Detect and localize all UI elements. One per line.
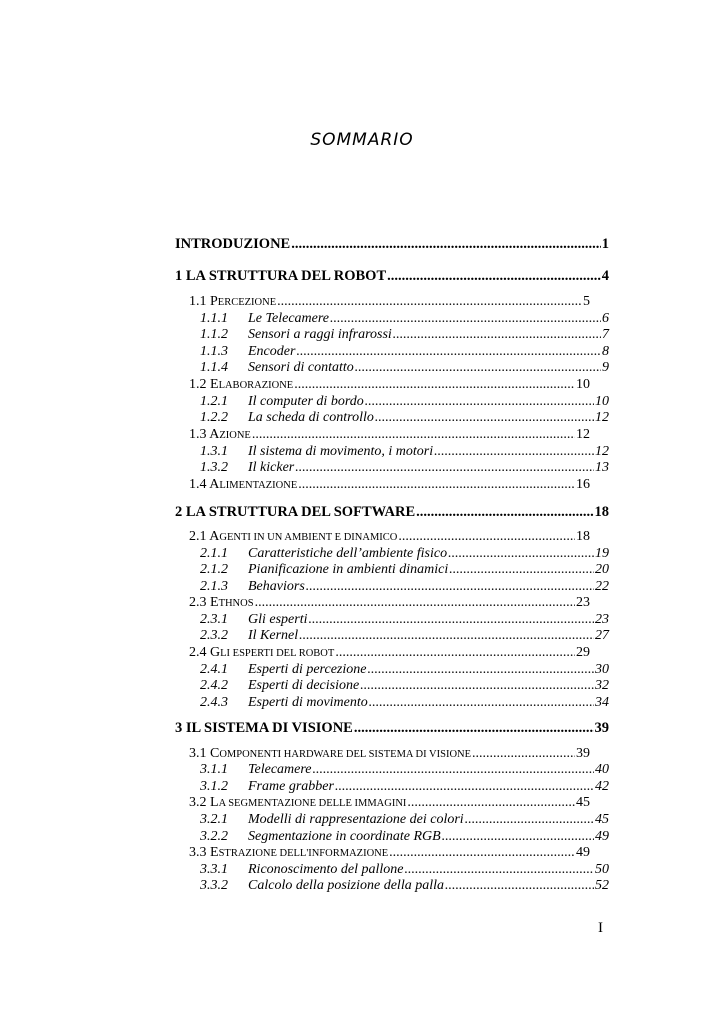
toc-entry-text: La scheda di controllo bbox=[248, 410, 374, 425]
toc-entry-sub[interactable] bbox=[200, 829, 609, 845]
toc-entry-sub[interactable] bbox=[200, 579, 609, 595]
toc-entry-number: 2.1.3 bbox=[200, 579, 228, 594]
dot-leader bbox=[313, 762, 595, 778]
toc-entry-number: 2.3 bbox=[189, 595, 207, 610]
toc-entry-sub[interactable] bbox=[200, 878, 609, 894]
dot-leader bbox=[360, 678, 594, 694]
dot-leader bbox=[442, 829, 594, 845]
toc-entry-sub[interactable] bbox=[200, 678, 609, 694]
toc-entry-page: 4 bbox=[601, 268, 609, 284]
toc-entry-label bbox=[200, 628, 298, 644]
toc-entry-text: LI ESPERTI DEL ROBOT bbox=[220, 648, 335, 659]
toc-entry-number: 1.2 bbox=[189, 377, 207, 392]
toc-entry-sub[interactable] bbox=[200, 862, 609, 878]
toc-entry-sub[interactable] bbox=[200, 394, 609, 410]
toc-entry-text: Caratteristiche dell’ambiente fisico bbox=[248, 546, 448, 561]
toc-entry-text: Segmentazione in coordinate RGB bbox=[248, 829, 441, 844]
toc-entry-page: 9 bbox=[602, 360, 609, 375]
toc-entry-number: 1.1.2 bbox=[200, 327, 228, 342]
toc-entry-number: 2.3.1 bbox=[200, 612, 228, 627]
toc-entry-label bbox=[200, 444, 433, 460]
toc-entry-text: Encoder bbox=[248, 344, 296, 359]
toc-entry-initial: A bbox=[209, 529, 220, 544]
dot-leader bbox=[294, 377, 575, 393]
toc-entry-text: Pianificazione in ambienti dinamici bbox=[248, 562, 449, 577]
toc-entry-label bbox=[200, 360, 354, 376]
toc-entry-page: 10 bbox=[595, 394, 609, 409]
dot-leader bbox=[255, 595, 575, 611]
toc-entry-text: Calcolo della posizione della palla bbox=[248, 878, 444, 893]
toc-entry-number: 2.1 bbox=[189, 529, 207, 544]
toc-entry-section[interactable] bbox=[189, 746, 590, 763]
toc-entry-number: 2.1.1 bbox=[200, 546, 228, 561]
toc-entry-text: STRAZIONE DELL'INFORMAZIONE bbox=[218, 848, 389, 859]
toc-entry-sub[interactable] bbox=[200, 344, 609, 360]
toc-entry-sub[interactable] bbox=[200, 410, 609, 426]
dot-leader bbox=[472, 746, 575, 762]
toc-entry-label bbox=[175, 236, 290, 252]
toc-entry-text: LABORAZIONE bbox=[218, 380, 294, 391]
toc-entry-number: 1.4 bbox=[189, 477, 207, 492]
toc-entry-number: 1.2.2 bbox=[200, 410, 228, 425]
toc-entry-section[interactable] bbox=[189, 529, 590, 546]
toc-entry-chapter[interactable] bbox=[175, 504, 609, 520]
toc-entry-number: 3.3.1 bbox=[200, 862, 228, 877]
toc-entry-text: Sensori di contatto bbox=[248, 360, 354, 375]
dot-leader bbox=[367, 662, 594, 678]
dot-leader bbox=[298, 477, 575, 493]
page-number: I bbox=[598, 920, 603, 936]
toc-entry-label bbox=[200, 546, 447, 562]
toc-entry-page: 40 bbox=[595, 762, 609, 777]
toc-entry-sub[interactable] bbox=[200, 562, 609, 578]
toc-entry-page: 12 bbox=[576, 427, 590, 442]
toc-entry-label bbox=[200, 311, 329, 327]
toc-entry-page: 30 bbox=[595, 662, 609, 677]
toc-entry-label bbox=[189, 377, 293, 394]
dot-leader bbox=[445, 878, 594, 894]
toc-entry-label bbox=[200, 394, 364, 410]
toc-entry-number: 3.2.1 bbox=[200, 812, 228, 827]
toc-entry-label bbox=[200, 662, 366, 678]
toc-entry-page: 32 bbox=[595, 678, 609, 693]
toc-entry-page: 50 bbox=[595, 862, 609, 877]
toc-entry-number: 3.3 bbox=[189, 845, 207, 860]
dot-leader bbox=[434, 444, 594, 460]
toc-entry-page: 39 bbox=[576, 746, 590, 761]
toc-entry-page: 13 bbox=[595, 460, 609, 475]
toc-entry-label bbox=[200, 695, 368, 711]
dot-leader bbox=[465, 812, 594, 828]
toc-entry-page: 23 bbox=[576, 595, 590, 610]
toc-entry-sub[interactable] bbox=[200, 812, 609, 828]
toc-entry-number: 2.4.2 bbox=[200, 678, 228, 693]
toc-entry-sub[interactable] bbox=[200, 311, 609, 327]
dot-leader bbox=[355, 360, 601, 376]
toc-entry-number: 1.1.4 bbox=[200, 360, 228, 375]
toc-entry-text: Modelli di rappresentazione dei colori bbox=[248, 812, 464, 827]
toc-entry-page: 18 bbox=[594, 504, 609, 520]
toc-entry-text: A SEGMENTAZIONE DELLE IMMAGINI bbox=[218, 798, 407, 809]
toc-entry-page: 16 bbox=[576, 477, 590, 492]
toc-entry-page: 27 bbox=[595, 628, 609, 643]
toc-entry-text: Le Telecamere bbox=[248, 311, 329, 326]
toc-entry-text: Riconoscimento del pallone bbox=[248, 862, 404, 877]
toc-entry-number: 1.3.1 bbox=[200, 444, 228, 459]
toc-entry-initial: L bbox=[210, 795, 219, 810]
toc-entry-number: 3.1 bbox=[189, 746, 207, 761]
dot-leader bbox=[393, 327, 601, 343]
toc-entry-section[interactable] bbox=[189, 795, 590, 812]
toc-entry-label bbox=[189, 477, 297, 494]
toc-entry-number: 2.1.2 bbox=[200, 562, 228, 577]
toc-entry-section[interactable] bbox=[189, 294, 590, 311]
toc-entry-page: 10 bbox=[576, 377, 590, 392]
dot-leader bbox=[252, 427, 575, 443]
toc-entry-number: 1.1.1 bbox=[200, 311, 228, 326]
toc-entry-number: 1.1 bbox=[189, 294, 207, 309]
toc-entry-page: 49 bbox=[595, 829, 609, 844]
toc-entry-sub[interactable] bbox=[200, 628, 609, 644]
toc-entry-text: Il sistema di movimento, i motori bbox=[248, 444, 434, 459]
toc-entry-text: Frame grabber bbox=[248, 779, 334, 794]
dot-leader bbox=[398, 529, 575, 545]
toc-entry-text: Sensori a raggi infrarossi bbox=[248, 327, 392, 342]
toc-entry-initial: E bbox=[210, 595, 219, 610]
toc-entry-initial: P bbox=[210, 294, 218, 309]
toc-entry-number: 2.4 bbox=[189, 645, 207, 660]
toc-entry-text: Il Kernel bbox=[248, 628, 299, 643]
toc-entry-number: 2 bbox=[175, 504, 183, 520]
toc-entry-page: 19 bbox=[595, 546, 609, 561]
dot-leader bbox=[375, 410, 594, 426]
toc-entry-text: THNOS bbox=[218, 598, 254, 609]
toc-entry-page: 5 bbox=[583, 294, 590, 309]
toc-entry-sub[interactable] bbox=[200, 762, 609, 778]
dot-leader bbox=[335, 645, 575, 661]
toc-entry-page: 34 bbox=[595, 695, 609, 710]
toc-entry-number: 3.2 bbox=[189, 795, 207, 810]
toc-entry-initial: C bbox=[210, 746, 220, 761]
toc-entry-number: 1.3 bbox=[189, 427, 207, 442]
toc-entry-sub[interactable] bbox=[200, 546, 609, 562]
toc-entry-label bbox=[200, 862, 404, 878]
dot-leader bbox=[295, 460, 594, 476]
toc-entry-initial: E bbox=[210, 845, 219, 860]
toc-entry-page: 52 bbox=[595, 878, 609, 893]
toc-entry-label bbox=[175, 720, 353, 736]
toc-entry-label bbox=[189, 746, 471, 763]
toc-entry-initial: G bbox=[210, 645, 221, 660]
dot-leader bbox=[365, 394, 594, 410]
toc-entry-text: Telecamere bbox=[248, 762, 312, 777]
toc-entry-number: 2.4.3 bbox=[200, 695, 228, 710]
toc-entry-text: Esperti di movimento bbox=[248, 695, 368, 710]
toc-entry-number: 3.1.1 bbox=[200, 762, 228, 777]
toc-entry-page: 7 bbox=[602, 327, 609, 342]
toc-entry-sub[interactable] bbox=[200, 612, 609, 628]
toc-entry-sub[interactable] bbox=[200, 662, 609, 678]
toc-entry-label bbox=[189, 427, 251, 444]
toc-entry-text: Esperti di percezione bbox=[248, 662, 367, 677]
toc-entry-text: Esperti di decisione bbox=[248, 678, 360, 693]
dot-leader bbox=[369, 695, 594, 711]
toc-entry-page: 42 bbox=[595, 779, 609, 794]
dot-leader bbox=[354, 720, 594, 736]
toc-entry-label bbox=[175, 504, 415, 520]
page-title: SOMMARIO bbox=[310, 130, 414, 150]
toc-entry-chapter[interactable] bbox=[175, 268, 609, 284]
toc-entry-text: ZIONE bbox=[219, 430, 251, 441]
toc-entry-number: 3.2.2 bbox=[200, 829, 228, 844]
toc-entry-initial: A bbox=[209, 477, 220, 492]
toc-entry-page: 29 bbox=[576, 645, 590, 660]
toc-entry-section[interactable] bbox=[189, 477, 590, 494]
toc-entry-number: 1.3.2 bbox=[200, 460, 228, 475]
toc-entry-label bbox=[200, 327, 392, 343]
toc-entry-page: 23 bbox=[595, 612, 609, 627]
toc-entry-label bbox=[189, 845, 388, 862]
toc-entry-label bbox=[200, 779, 334, 795]
toc-entry-page: 8 bbox=[602, 344, 609, 359]
toc-entry-label bbox=[200, 410, 374, 426]
toc-entry-initial: E bbox=[210, 377, 219, 392]
dot-leader bbox=[299, 628, 594, 644]
toc-entry-chapter[interactable] bbox=[175, 236, 609, 252]
toc-entry-number: 3.3.2 bbox=[200, 878, 228, 893]
toc-entry-label bbox=[200, 829, 441, 845]
toc-entry-text: INTRODUZIONE bbox=[175, 236, 291, 252]
toc-entry-text: Il kicker bbox=[248, 460, 295, 475]
toc-entry-text: Behaviors bbox=[248, 579, 305, 594]
dot-leader bbox=[291, 236, 601, 252]
toc-entry-label bbox=[200, 612, 308, 628]
toc-entry-label bbox=[189, 294, 276, 311]
toc-entry-number: 3.1.2 bbox=[200, 779, 228, 794]
toc-entry-page: 22 bbox=[595, 579, 609, 594]
dot-leader bbox=[330, 311, 601, 327]
toc-entry-label bbox=[200, 579, 305, 595]
toc-entry-text: Gli esperti bbox=[248, 612, 308, 627]
toc-entry-label bbox=[200, 878, 444, 894]
toc-entry-label bbox=[200, 460, 294, 476]
toc-entry-number: 1.1.3 bbox=[200, 344, 228, 359]
toc-entry-page: 39 bbox=[594, 720, 609, 736]
toc-entry-number: 2.3.2 bbox=[200, 628, 228, 643]
toc-entry-number: 1.2.1 bbox=[200, 394, 228, 409]
toc-entry-sub[interactable] bbox=[200, 360, 609, 376]
dot-leader bbox=[296, 344, 601, 360]
toc-entry-page: 12 bbox=[595, 444, 609, 459]
toc-entry-number: 2.4.1 bbox=[200, 662, 228, 677]
toc-entry-text: OMPONENTI HARDWARE DEL SISTEMA DI VISIONE bbox=[219, 749, 472, 760]
dot-leader bbox=[335, 779, 594, 795]
dot-leader bbox=[448, 546, 594, 562]
toc-entry-text: IL SISTEMA DI VISIONE bbox=[185, 720, 353, 736]
toc-entry-text: ERCEZIONE bbox=[217, 297, 277, 308]
toc-entry-label bbox=[200, 562, 448, 578]
toc-entry-page: 45 bbox=[595, 812, 609, 827]
toc-entry-page: 6 bbox=[602, 311, 609, 326]
toc-entry-number: 1 bbox=[175, 268, 183, 284]
dot-leader bbox=[449, 562, 594, 578]
toc-entry-sub[interactable] bbox=[200, 779, 609, 795]
toc-entry-label bbox=[189, 595, 254, 612]
toc-entry-label bbox=[189, 645, 334, 662]
toc-entry-label bbox=[189, 529, 397, 546]
toc-entry-page: 49 bbox=[576, 845, 590, 860]
toc-entry-page: 12 bbox=[595, 410, 609, 425]
toc-entry-initial: A bbox=[209, 427, 220, 442]
dot-leader bbox=[387, 268, 601, 284]
dot-leader bbox=[416, 504, 593, 520]
toc-entry-text: LA STRUTTURA DEL SOFTWARE bbox=[185, 504, 416, 520]
dot-leader bbox=[306, 579, 594, 595]
toc-entry-label bbox=[200, 762, 312, 778]
toc-entry-sub[interactable] bbox=[200, 327, 609, 343]
dot-leader bbox=[309, 612, 595, 628]
dot-leader bbox=[407, 795, 575, 811]
toc-entry-page: 20 bbox=[595, 562, 609, 577]
toc-entry-sub[interactable] bbox=[200, 460, 609, 476]
toc-entry-section[interactable] bbox=[189, 427, 590, 444]
toc-entry-label bbox=[200, 344, 295, 360]
dot-leader bbox=[405, 862, 594, 878]
toc-entry-chapter[interactable] bbox=[175, 720, 609, 736]
toc-entry-text: GENTI IN UN AMBIENT E DINAMICO bbox=[219, 532, 398, 543]
toc-entry-sub[interactable] bbox=[200, 695, 609, 711]
toc-entry-page: 45 bbox=[576, 795, 590, 810]
toc-entry-section[interactable] bbox=[189, 645, 590, 662]
toc-entry-text: Il computer di bordo bbox=[248, 394, 364, 409]
dot-leader bbox=[389, 845, 575, 861]
toc-entry-text: LA STRUTTURA DEL ROBOT bbox=[185, 268, 387, 284]
toc-entry-label bbox=[175, 268, 386, 284]
toc-entry-section[interactable] bbox=[189, 377, 590, 394]
toc-entry-text: LIMENTAZIONE bbox=[219, 480, 298, 491]
toc-entry-section[interactable] bbox=[189, 595, 590, 612]
toc-entry-sub[interactable] bbox=[200, 444, 609, 460]
toc-entry-label bbox=[189, 795, 406, 812]
dot-leader bbox=[277, 294, 582, 310]
toc-entry-page: 1 bbox=[601, 236, 609, 252]
toc-entry-page: 18 bbox=[576, 529, 590, 544]
toc-entry-label bbox=[200, 812, 464, 828]
toc-entry-section[interactable] bbox=[189, 845, 590, 862]
toc-entry-number: 3 bbox=[175, 720, 183, 736]
toc-entry-label bbox=[200, 678, 359, 694]
